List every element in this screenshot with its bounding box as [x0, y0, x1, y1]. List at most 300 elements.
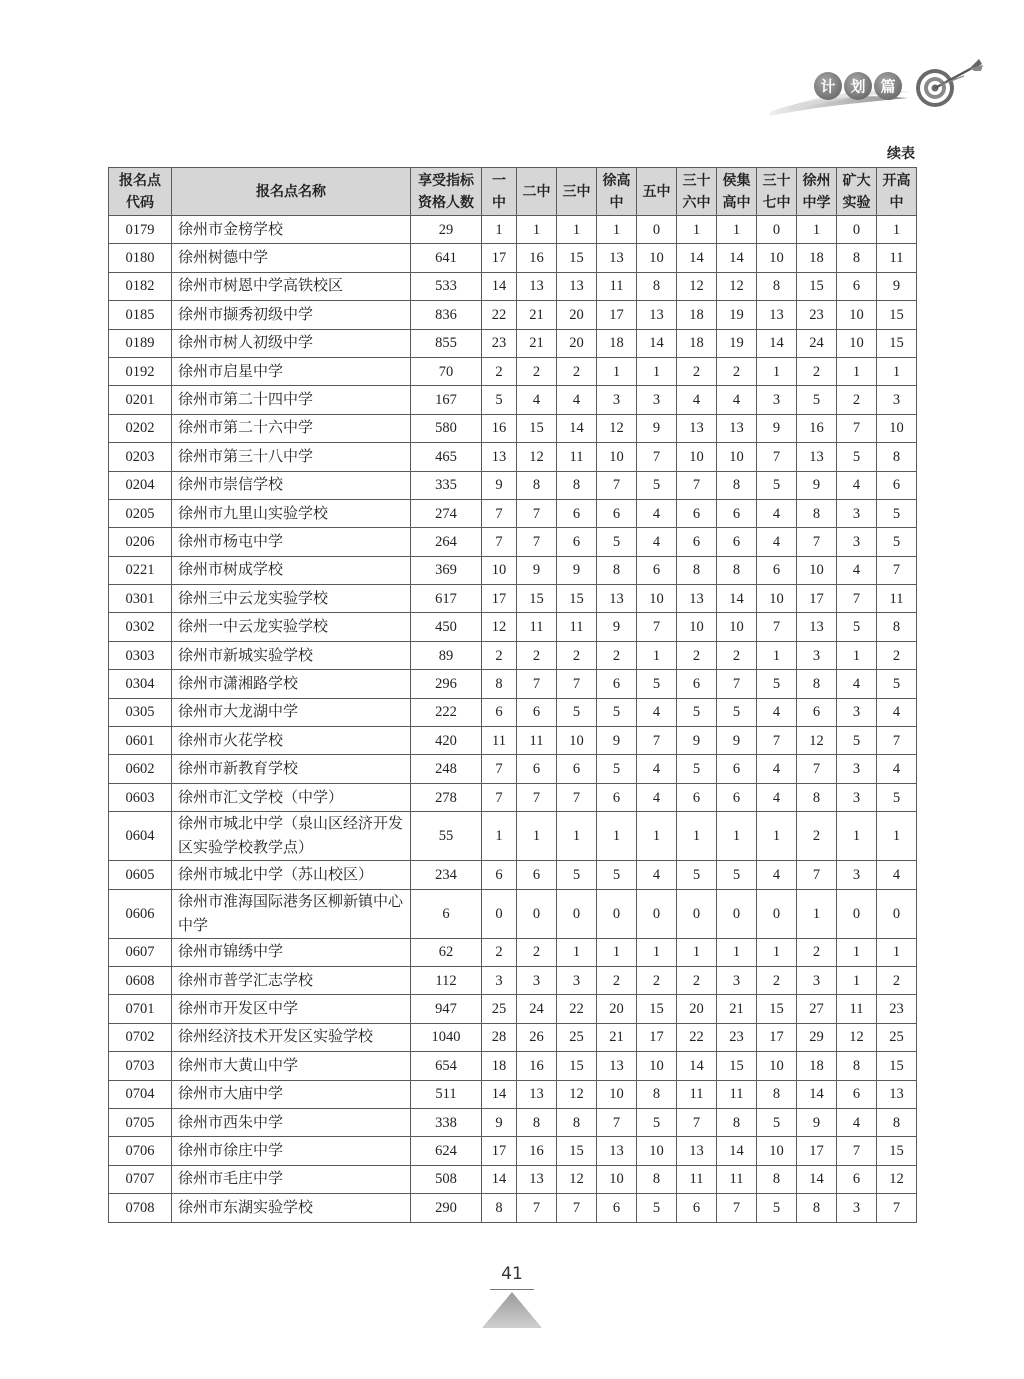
column-header-quota-wuzhong: [637, 168, 677, 216]
table-row: [109, 966, 917, 994]
quota-kaigaozhong: 1: [877, 216, 917, 244]
quota-xuzhouzhongxue: 14: [797, 1080, 837, 1108]
quota-sanzhong: 5: [557, 698, 597, 726]
quota-xuzhouzhongxue: 15: [797, 272, 837, 300]
quota-houji: 11: [717, 1165, 757, 1193]
eligible-count: 369: [411, 556, 482, 584]
quota-kaigaozhong: 10: [877, 414, 917, 442]
quota-sanshiqizhong: 3: [757, 386, 797, 414]
school-name: 徐州市开发区中学: [172, 995, 411, 1023]
table-row: [109, 1194, 917, 1222]
quota-sanzhong: 7: [557, 783, 597, 811]
quota-yizhong: 11: [482, 727, 517, 755]
quota-xuzhouzhongxue: 14: [797, 1165, 837, 1193]
quota-kuangda: 3: [837, 499, 877, 527]
quota-erzhong: 15: [517, 414, 557, 442]
quota-xugaozhong: 10: [597, 443, 637, 471]
quota-xugaozhong: 13: [597, 585, 637, 613]
quota-sanzhong: 6: [557, 528, 597, 556]
school-code: 0702: [109, 1023, 172, 1051]
school-code: 0706: [109, 1137, 172, 1165]
table-row: [109, 585, 917, 613]
table-row: [109, 329, 917, 357]
school-code: 0221: [109, 556, 172, 584]
column-header-line: 中: [889, 194, 904, 211]
quota-wuzhong: 7: [637, 443, 677, 471]
quota-xuzhouzhongxue: 27: [797, 995, 837, 1023]
school-name: 徐州市金榜学校: [172, 216, 411, 244]
quota-houji: 23: [717, 1023, 757, 1051]
quota-houji: 15: [717, 1052, 757, 1080]
quota-sanzhong: 25: [557, 1023, 597, 1051]
quota-yizhong: 16: [482, 414, 517, 442]
quota-yizhong: 14: [482, 1080, 517, 1108]
quota-sanshiqizhong: 4: [757, 755, 797, 783]
quota-sanshiliuzhong: 10: [677, 613, 717, 641]
school-code: 0602: [109, 755, 172, 783]
quota-kuangda: 4: [837, 670, 877, 698]
quota-kaigaozhong: 15: [877, 1052, 917, 1080]
quota-sanzhong: 6: [557, 499, 597, 527]
school-code: 0601: [109, 727, 172, 755]
quota-yizhong: 2: [482, 641, 517, 669]
quota-xugaozhong: 3: [597, 386, 637, 414]
quota-wuzhong: 4: [637, 698, 677, 726]
quota-xuzhouzhongxue: 8: [797, 499, 837, 527]
quota-houji: 4: [717, 386, 757, 414]
quota-erzhong: 7: [517, 783, 557, 811]
quota-wuzhong: 1: [637, 938, 677, 966]
quota-xugaozhong: 20: [597, 995, 637, 1023]
quota-wuzhong: 7: [637, 613, 677, 641]
table-row: [109, 272, 917, 300]
quota-sanshiliuzhong: 1: [677, 216, 717, 244]
eligible-count: 465: [411, 443, 482, 471]
quota-kaigaozhong: 8: [877, 1108, 917, 1136]
quota-sanshiliuzhong: 9: [677, 727, 717, 755]
school-name: 徐州市崇信学校: [172, 471, 411, 499]
quota-erzhong: 13: [517, 1080, 557, 1108]
quota-xugaozhong: 13: [597, 1137, 637, 1165]
page-number: 41: [501, 1264, 523, 1284]
table-row: [109, 783, 917, 811]
quota-xuzhouzhongxue: 18: [797, 1052, 837, 1080]
quota-sanshiqizhong: 1: [757, 641, 797, 669]
quota-houji: 7: [717, 1194, 757, 1222]
column-header-line: 三十: [762, 172, 791, 189]
column-header-school-name: [172, 168, 411, 216]
quota-kaigaozhong: 23: [877, 995, 917, 1023]
quota-wuzhong: 4: [637, 755, 677, 783]
school-code: 0605: [109, 861, 172, 889]
quota-wuzhong: 1: [637, 357, 677, 385]
quota-wuzhong: 2: [637, 966, 677, 994]
eligible-count: 624: [411, 1137, 482, 1165]
quota-kuangda: 1: [837, 938, 877, 966]
column-header-line: 资格人数: [418, 194, 474, 211]
quota-kuangda: 6: [837, 1080, 877, 1108]
table-row: [109, 995, 917, 1023]
quota-sanshiqizhong: 2: [757, 966, 797, 994]
quota-sanshiliuzhong: 6: [677, 1194, 717, 1222]
quota-sanshiqizhong: 1: [757, 938, 797, 966]
quota-xugaozhong: 5: [597, 528, 637, 556]
quota-yizhong: 14: [482, 272, 517, 300]
quota-erzhong: 15: [517, 585, 557, 613]
quota-wuzhong: 4: [637, 499, 677, 527]
school-code: 0603: [109, 783, 172, 811]
quota-sanzhong: 8: [557, 1108, 597, 1136]
column-header-quota-sanzhong: [557, 168, 597, 216]
quota-yizhong: 9: [482, 1108, 517, 1136]
column-header-line: 二中: [522, 183, 551, 200]
table-row: [109, 1080, 917, 1108]
quota-sanzhong: 7: [557, 1194, 597, 1222]
school-name: 徐州市大黄山中学: [172, 1052, 411, 1080]
quota-sanshiqizhong: 7: [757, 443, 797, 471]
quota-erzhong: 13: [517, 272, 557, 300]
quota-table: [108, 167, 917, 1223]
quota-sanshiqizhong: 4: [757, 861, 797, 889]
quota-xuzhouzhongxue: 18: [797, 244, 837, 272]
school-name: 徐州市新教育学校: [172, 755, 411, 783]
eligible-count: 296: [411, 670, 482, 698]
quota-xuzhouzhongxue: 2: [797, 357, 837, 385]
quota-kaigaozhong: 9: [877, 272, 917, 300]
quota-xugaozhong: 0: [597, 889, 637, 938]
quota-houji: 6: [717, 528, 757, 556]
quota-sanshiqizhong: 5: [757, 670, 797, 698]
quota-kuangda: 3: [837, 783, 877, 811]
quota-yizhong: 3: [482, 966, 517, 994]
quota-xugaozhong: 21: [597, 1023, 637, 1051]
quota-sanzhong: 2: [557, 357, 597, 385]
quota-houji: 19: [717, 329, 757, 357]
quota-xugaozhong: 11: [597, 272, 637, 300]
quota-xuzhouzhongxue: 8: [797, 670, 837, 698]
quota-sanshiqizhong: 15: [757, 995, 797, 1023]
quota-wuzhong: 8: [637, 272, 677, 300]
quota-sanshiqizhong: 10: [757, 1137, 797, 1165]
quota-sanzhong: 8: [557, 471, 597, 499]
school-name: 徐州市普学汇志学校: [172, 966, 411, 994]
quota-erzhong: 21: [517, 329, 557, 357]
school-code: 0707: [109, 1165, 172, 1193]
eligible-count: 335: [411, 471, 482, 499]
page-number-rule: [490, 1289, 534, 1290]
quota-sanzhong: 6: [557, 755, 597, 783]
column-header-line: 矿大: [842, 172, 871, 189]
quota-sanshiliuzhong: 5: [677, 861, 717, 889]
quota-xuzhouzhongxue: 7: [797, 528, 837, 556]
quota-erzhong: 7: [517, 670, 557, 698]
quota-wuzhong: 5: [637, 1194, 677, 1222]
school-code: 0203: [109, 443, 172, 471]
quota-sanshiqizhong: 5: [757, 471, 797, 499]
column-header-line: 享受指标: [418, 172, 474, 189]
quota-kaigaozhong: 2: [877, 641, 917, 669]
quota-sanshiqizhong: 0: [757, 889, 797, 938]
section-badge: [760, 48, 990, 120]
quota-erzhong: 2: [517, 357, 557, 385]
quota-wuzhong: 4: [637, 861, 677, 889]
quota-wuzhong: 13: [637, 301, 677, 329]
table-row: [109, 755, 917, 783]
eligible-count: 29: [411, 216, 482, 244]
column-header-line: 中: [609, 194, 624, 211]
quota-sanzhong: 11: [557, 613, 597, 641]
quota-sanshiqizhong: 5: [757, 1108, 797, 1136]
quota-xugaozhong: 2: [597, 641, 637, 669]
quota-sanshiqizhong: 14: [757, 329, 797, 357]
quota-wuzhong: 15: [637, 995, 677, 1023]
quota-xuzhouzhongxue: 10: [797, 556, 837, 584]
quota-houji: 2: [717, 357, 757, 385]
quota-kaigaozhong: 25: [877, 1023, 917, 1051]
table-header-row: [109, 168, 917, 216]
quota-kaigaozhong: 7: [877, 1194, 917, 1222]
quota-wuzhong: 10: [637, 244, 677, 272]
quota-xuzhouzhongxue: 1: [797, 889, 837, 938]
quota-sanshiliuzhong: 6: [677, 670, 717, 698]
quota-kuangda: 1: [837, 641, 877, 669]
table-row: [109, 670, 917, 698]
school-name: 徐州市西朱中学: [172, 1108, 411, 1136]
quota-sanshiliuzhong: 8: [677, 556, 717, 584]
quota-kuangda: 5: [837, 727, 877, 755]
quota-xuzhouzhongxue: 8: [797, 1194, 837, 1222]
quota-wuzhong: 5: [637, 1108, 677, 1136]
quota-xuzhouzhongxue: 13: [797, 443, 837, 471]
quota-sanshiqizhong: 4: [757, 783, 797, 811]
quota-houji: 1: [717, 812, 757, 861]
quota-sanzhong: 4: [557, 386, 597, 414]
school-code: 0182: [109, 272, 172, 300]
quota-sanzhong: 15: [557, 585, 597, 613]
quota-sanshiliuzhong: 18: [677, 301, 717, 329]
quota-houji: 11: [717, 1080, 757, 1108]
quota-erzhong: 16: [517, 1052, 557, 1080]
school-name: 徐州市大龙湖中学: [172, 698, 411, 726]
quota-kaigaozhong: 1: [877, 938, 917, 966]
school-name: 徐州市大庙中学: [172, 1080, 411, 1108]
quota-wuzhong: 4: [637, 783, 677, 811]
quota-houji: 8: [717, 1108, 757, 1136]
quota-kuangda: 4: [837, 556, 877, 584]
quota-sanshiliuzhong: 4: [677, 386, 717, 414]
school-code: 0192: [109, 357, 172, 385]
quota-kaigaozhong: 8: [877, 443, 917, 471]
quota-yizhong: 10: [482, 556, 517, 584]
column-header-line: 报名点名称: [256, 183, 326, 200]
school-code: 0180: [109, 244, 172, 272]
eligible-count: 274: [411, 499, 482, 527]
eligible-count: 855: [411, 329, 482, 357]
quota-xugaozhong: 2: [597, 966, 637, 994]
column-header-quota-erzhong: [517, 168, 557, 216]
quota-kuangda: 1: [837, 812, 877, 861]
school-code: 0189: [109, 329, 172, 357]
quota-yizhong: 2: [482, 357, 517, 385]
quota-houji: 0: [717, 889, 757, 938]
school-code: 0607: [109, 938, 172, 966]
quota-sanshiqizhong: 0: [757, 216, 797, 244]
quota-sanshiqizhong: 1: [757, 812, 797, 861]
column-header-line: 中: [492, 194, 506, 211]
eligible-count: 222: [411, 698, 482, 726]
quota-wuzhong: 8: [637, 1165, 677, 1193]
table-row: [109, 938, 917, 966]
quota-sanzhong: 1: [557, 216, 597, 244]
quota-sanzhong: 5: [557, 861, 597, 889]
quota-kuangda: 4: [837, 1108, 877, 1136]
quota-kuangda: 10: [837, 301, 877, 329]
quota-xugaozhong: 8: [597, 556, 637, 584]
quota-xuzhouzhongxue: 13: [797, 613, 837, 641]
quota-sanshiqizhong: 9: [757, 414, 797, 442]
quota-sanzhong: 0: [557, 889, 597, 938]
school-name: 徐州市树成学校: [172, 556, 411, 584]
quota-houji: 1: [717, 216, 757, 244]
quota-xugaozhong: 6: [597, 499, 637, 527]
school-name: 徐州市第二十四中学: [172, 386, 411, 414]
column-header-line: 徐州: [802, 172, 831, 189]
quota-sanzhong: 10: [557, 727, 597, 755]
quota-xugaozhong: 5: [597, 861, 637, 889]
column-header-line: 三十: [682, 172, 711, 189]
badge-char: 篇: [880, 77, 896, 96]
column-header-quota-kuangda: [837, 168, 877, 216]
quota-xuzhouzhongxue: 16: [797, 414, 837, 442]
quota-kuangda: 8: [837, 1052, 877, 1080]
quota-erzhong: 2: [517, 641, 557, 669]
school-code: 0305: [109, 698, 172, 726]
quota-wuzhong: 6: [637, 556, 677, 584]
quota-houji: 13: [717, 414, 757, 442]
quota-kuangda: 5: [837, 443, 877, 471]
school-name: 徐州市九里山实验学校: [172, 499, 411, 527]
quota-houji: 6: [717, 783, 757, 811]
school-name: 徐州一中云龙实验学校: [172, 613, 411, 641]
quota-wuzhong: 5: [637, 471, 677, 499]
quota-sanshiliuzhong: 6: [677, 528, 717, 556]
quota-kaigaozhong: 7: [877, 727, 917, 755]
school-name: 徐州市第二十六中学: [172, 414, 411, 442]
quota-kuangda: 5: [837, 613, 877, 641]
quota-xugaozhong: 13: [597, 244, 637, 272]
quota-kaigaozhong: 1: [877, 812, 917, 861]
quota-sanshiqizhong: 10: [757, 244, 797, 272]
column-header-school-code: [109, 168, 172, 216]
quota-sanshiqizhong: 7: [757, 613, 797, 641]
target-with-arrow-icon: [916, 59, 983, 107]
quota-erzhong: 7: [517, 1194, 557, 1222]
quota-sanshiliuzhong: 11: [677, 1080, 717, 1108]
eligible-count: 420: [411, 727, 482, 755]
quota-xuzhouzhongxue: 29: [797, 1023, 837, 1051]
quota-erzhong: 4: [517, 386, 557, 414]
table-row: [109, 301, 917, 329]
school-code: 0301: [109, 585, 172, 613]
quota-sanshiqizhong: 17: [757, 1023, 797, 1051]
quota-yizhong: 17: [482, 244, 517, 272]
table-row: [109, 1137, 917, 1165]
quota-xuzhouzhongxue: 17: [797, 1137, 837, 1165]
school-name: 徐州市火花学校: [172, 727, 411, 755]
quota-yizhong: 23: [482, 329, 517, 357]
table-row: [109, 861, 917, 889]
eligible-count: 580: [411, 414, 482, 442]
quota-yizhong: 1: [482, 216, 517, 244]
column-header-line: 开高: [882, 172, 911, 189]
column-header-line: 一: [492, 172, 506, 189]
eligible-count: 70: [411, 357, 482, 385]
quota-xugaozhong: 5: [597, 698, 637, 726]
quota-kuangda: 4: [837, 471, 877, 499]
quota-xugaozhong: 10: [597, 1165, 637, 1193]
quota-kuangda: 6: [837, 272, 877, 300]
school-name: 徐州市树恩中学高铁校区: [172, 272, 411, 300]
quota-xuzhouzhongxue: 9: [797, 1108, 837, 1136]
table-body: [109, 216, 917, 1223]
quota-sanshiliuzhong: 13: [677, 585, 717, 613]
column-header-line: 报名点: [119, 172, 161, 189]
quota-houji: 1: [717, 938, 757, 966]
quota-sanshiliuzhong: 7: [677, 471, 717, 499]
quota-xugaozhong: 1: [597, 216, 637, 244]
quota-houji: 21: [717, 995, 757, 1023]
quota-sanshiqizhong: 4: [757, 499, 797, 527]
school-name: 徐州市撷秀初级中学: [172, 301, 411, 329]
school-code: 0179: [109, 216, 172, 244]
quota-kuangda: 0: [837, 216, 877, 244]
quota-xuzhouzhongxue: 7: [797, 755, 837, 783]
quota-wuzhong: 10: [637, 1137, 677, 1165]
school-name: 徐州市新城实验学校: [172, 641, 411, 669]
quota-kuangda: 7: [837, 585, 877, 613]
table-row: [109, 1165, 917, 1193]
quota-sanshiliuzhong: 6: [677, 783, 717, 811]
column-header-line: 徐高: [602, 172, 631, 189]
eligible-count: 508: [411, 1165, 482, 1193]
table-row: [109, 641, 917, 669]
school-code: 0704: [109, 1080, 172, 1108]
quota-wuzhong: 17: [637, 1023, 677, 1051]
eligible-count: 617: [411, 585, 482, 613]
eligible-count: 248: [411, 755, 482, 783]
quota-kuangda: 3: [837, 528, 877, 556]
quota-kuangda: 3: [837, 755, 877, 783]
quota-sanshiliuzhong: 1: [677, 938, 717, 966]
school-code: 0705: [109, 1108, 172, 1136]
eligible-count: 533: [411, 272, 482, 300]
table-row: [109, 414, 917, 442]
table-row: [109, 244, 917, 272]
quota-sanzhong: 13: [557, 272, 597, 300]
quota-sanzhong: 15: [557, 1137, 597, 1165]
quota-yizhong: 6: [482, 698, 517, 726]
quota-yizhong: 0: [482, 889, 517, 938]
column-header-line: 中学: [802, 194, 831, 211]
school-code: 0703: [109, 1052, 172, 1080]
quota-houji: 7: [717, 670, 757, 698]
quota-houji: 14: [717, 244, 757, 272]
column-header-quota-kaigaozhong: [877, 168, 917, 216]
quota-kaigaozhong: 13: [877, 1080, 917, 1108]
school-code: 0201: [109, 386, 172, 414]
quota-erzhong: 7: [517, 528, 557, 556]
quota-houji: 14: [717, 1137, 757, 1165]
